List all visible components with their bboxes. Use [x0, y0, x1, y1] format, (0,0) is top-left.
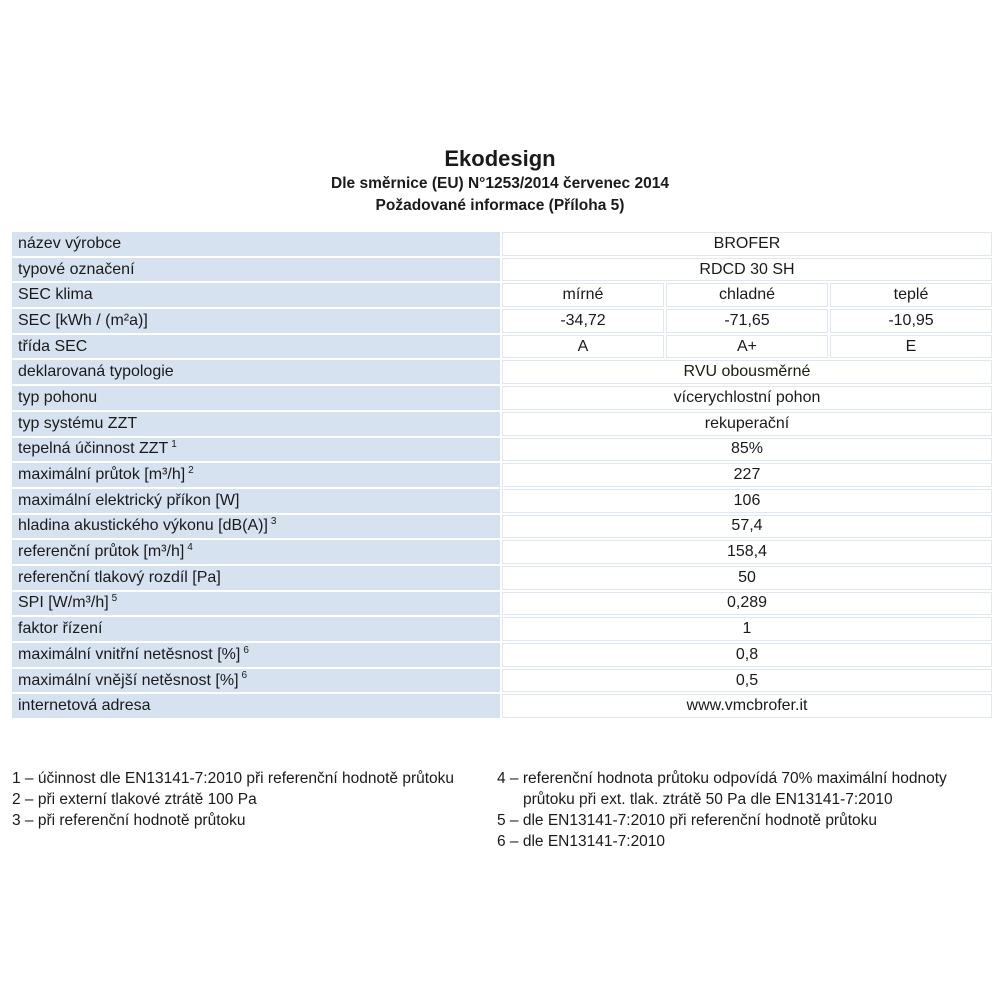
table-row: [12, 335, 992, 359]
row-value: 158,4: [502, 540, 992, 564]
row-label-text: název výrobce: [18, 234, 122, 252]
table-row: [12, 283, 992, 307]
required-info-line: Požadované informace (Příloha 5): [375, 197, 625, 214]
row-label-text: SEC klima: [18, 286, 93, 304]
row-value: chladné: [666, 283, 828, 307]
footnotes-right: [497, 768, 992, 852]
row-value: teplé: [830, 283, 992, 307]
row-value: vícerychlostní pohon: [502, 386, 992, 410]
row-label-text: maximální průtok [m³/h]: [18, 466, 186, 484]
row-label: [12, 309, 500, 333]
footnotes-left: [12, 768, 482, 831]
row-label: [12, 592, 500, 616]
row-label-text: hladina akustického výkonu [dB(A)]: [18, 517, 268, 535]
page-header: [0, 145, 1000, 217]
table-row: [12, 463, 992, 487]
row-value: 57,4: [502, 515, 992, 539]
row-label: [12, 258, 500, 282]
row-value: RDCD 30 SH: [502, 258, 992, 282]
footnote: 1 – účinnost dle EN13141-7:2010 při referenční hodnotě průtoku: [12, 770, 455, 787]
table-row: [12, 669, 992, 693]
row-label-text: SPI [W/m³/h]: [18, 594, 109, 612]
table-row: [12, 694, 992, 718]
footnote-ref: 6: [243, 644, 249, 656]
footnote-ref: 4: [187, 541, 193, 553]
page-title: Ekodesign: [444, 146, 556, 171]
table-row: [12, 258, 992, 282]
table-row: [12, 360, 992, 384]
row-label-text: deklarovaná typologie: [18, 363, 174, 381]
row-label: [12, 617, 500, 641]
row-value: BROFER: [502, 232, 992, 256]
row-label: [12, 283, 500, 307]
row-label-text: typ pohonu: [18, 388, 98, 406]
row-label-text: třída SEC: [18, 337, 88, 355]
ecodesign-table-body: [12, 232, 992, 718]
row-label-text: referenční průtok [m³/h]: [18, 543, 185, 561]
row-label: [12, 540, 500, 564]
table-row: [12, 617, 992, 641]
row-value: 50: [502, 566, 992, 590]
row-label: [12, 463, 500, 487]
row-label-text: typ systému ZZT: [18, 414, 138, 432]
table-row: [12, 515, 992, 539]
table-row: [12, 540, 992, 564]
footnote: 5 – dle EN13141-7:2010 při referenční hodnotě průtoku: [497, 812, 878, 829]
table-row: [12, 386, 992, 410]
row-value: 0,289: [502, 592, 992, 616]
row-label-text: referenční tlakový rozdíl [Pa]: [18, 568, 221, 586]
table-row: [12, 232, 992, 256]
table-row: [12, 412, 992, 436]
row-value: mírné: [502, 283, 664, 307]
table-row: [12, 643, 992, 667]
footnote-ref: 2: [188, 464, 194, 476]
row-value: -10,95: [830, 309, 992, 333]
row-value: rekuperační: [502, 412, 992, 436]
row-value: 0,5: [502, 669, 992, 693]
row-label: [12, 515, 500, 539]
footnote: 3 – při referenční hodnotě průtoku: [12, 812, 246, 829]
row-value: 85%: [502, 438, 992, 462]
row-label-text: typové označení: [18, 260, 135, 278]
footnote-ref: 1: [171, 439, 177, 451]
row-value: -34,72: [502, 309, 664, 333]
table-row: [12, 566, 992, 590]
row-label: [12, 232, 500, 256]
footnote-ref: 3: [270, 516, 277, 528]
table-row: [12, 438, 992, 462]
row-label-text: maximální vnitřní netěsnost [%]: [18, 645, 241, 663]
directive-line: Dle směrnice (EU) N°1253/2014 červenec 2014: [331, 175, 669, 192]
row-label: [12, 386, 500, 410]
footnote: 4 – referenční hodnota průtoku odpovídá 70% maximální hodnoty průtoku při ext. tlak. ztrátě 50 Pa dle EN13141-7:2010: [497, 770, 947, 808]
row-value: 227: [502, 463, 992, 487]
row-value: 106: [502, 489, 992, 513]
row-label: [12, 643, 500, 667]
footnote: 2 – při externí tlakové ztrátě 100 Pa: [12, 791, 257, 808]
row-label-text: tepelná účinnost ZZT: [18, 440, 169, 458]
footnote: 6 – dle EN13141-7:2010: [497, 833, 666, 850]
footnote-ref: 6: [241, 670, 248, 682]
row-value: www.vmcbrofer.it: [502, 694, 992, 718]
row-label: [12, 489, 500, 513]
table-row: [12, 309, 992, 333]
row-label: [12, 335, 500, 359]
row-value: E: [830, 335, 992, 359]
row-label: [12, 669, 500, 693]
row-value: A: [502, 335, 664, 359]
row-value: RVU obousměrné: [502, 360, 992, 384]
ecodesign-table: [10, 230, 994, 720]
row-value: 0,8: [502, 643, 992, 667]
row-value: 1: [502, 617, 992, 641]
row-label: [12, 694, 500, 718]
row-label-text: faktor řízení: [18, 620, 103, 638]
row-label: [12, 566, 500, 590]
row-label: [12, 412, 500, 436]
row-label: [12, 438, 500, 462]
footnote-ref: 5: [111, 593, 118, 605]
row-label-text: internetová adresa: [18, 697, 151, 715]
table-row: [12, 592, 992, 616]
row-label: [12, 360, 500, 384]
row-value: -71,65: [666, 309, 828, 333]
table-row: [12, 489, 992, 513]
row-label-text: SEC [kWh / (m²a)]: [18, 311, 148, 329]
row-label-text: maximální elektrický příkon [W]: [18, 491, 240, 509]
row-value: A+: [666, 335, 828, 359]
row-label-text: maximální vnější netěsnost [%]: [18, 671, 239, 689]
